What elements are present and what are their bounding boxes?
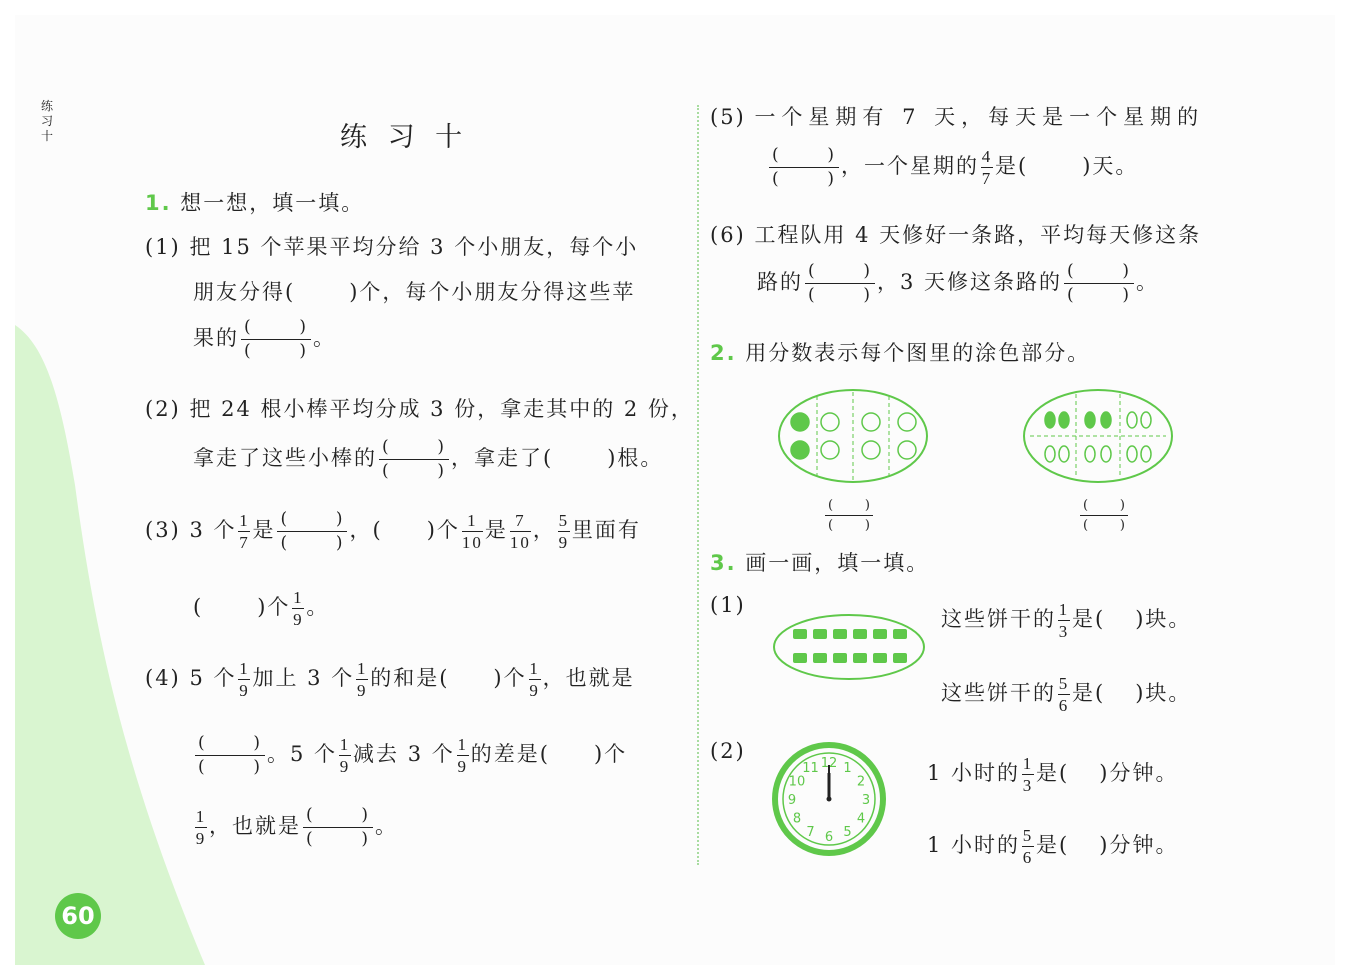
fraction-answer-blank[interactable]: ( ) ( ) [379,439,449,480]
q1-part4-line2: ( ) ( ) 。5 个 $\frac{1}{9}$ 减去 3 个 $\frac{1}{9}$ 的差是( )个 [193,735,627,776]
q1-part6-line2: 路的 ( ) ( ) ，3 天修这条路的 ( ) ( ) 。 [757,261,1160,305]
q3-part1-line2: 这些饼干的 $\frac{5}{6}$ 是( )块。 [941,674,1192,715]
q1-part5-line1: (5) 一个星期有 7 天，每天是一个星期的 [710,105,1205,129]
clock-numeral: 2 [856,774,866,790]
question-text: 想一想，填一填。 [180,191,365,215]
clock-numeral: 4 [856,811,866,827]
fraction-answer-blank[interactable]: ( ) ( ) [1064,263,1134,304]
q1-part1-line2: 朋友分得( )个，每个小朋友分得这些苹 [193,280,636,304]
q1-part3-line1: (3) 3 个 $\frac{1}{7}$ 是 ( ) ( ) ，( )个 $\frac{1}{10}$ 是 $\frac{7}{10}$ ， $\frac{5}{9}$ 里面有 [145,509,641,553]
fraction: $\frac{1}{10}$ [461,511,483,552]
clock-numeral: 6 [824,830,834,845]
fraction: $\frac{7}{10}$ [509,511,531,552]
fraction-answer-blank[interactable]: ( ) ( ) [805,263,875,304]
column-divider [697,105,699,865]
clock-numeral: 12 [820,756,838,771]
clock-numeral: 7 [806,825,815,841]
side-section-label: 练习十 [41,99,54,143]
fraction-answer-blank[interactable]: ( ) ( ) [303,807,373,848]
fraction-answer-blank[interactable]: ( ) ( ) [277,511,347,552]
clock-numeral: 10 [788,774,806,790]
q1-part1-line1: (1) 把 15 个苹果平均分给 3 个小朋友，每个小 [145,235,639,259]
q3-part1-line1: 这些饼干的 $\frac{1}{3}$ 是( )块。 [941,600,1192,641]
clock-numeral: 5 [843,825,852,841]
question-2-heading: 2. 用分数表示每个图里的涂色部分。 [710,341,1091,365]
gourds-oval-figure [1020,388,1180,488]
fraction-answer-blank[interactable]: ( ) ( ) [195,735,265,776]
q1-part3-line2: ( )个 $\frac{1}{9}$ 。 [193,588,330,629]
q3-part2-label: (2) [710,739,746,763]
clock-numeral: 1 [843,760,852,776]
clock-numeral: 3 [861,793,871,808]
clock-icon [769,739,889,859]
clock-numeral: 11 [802,760,819,776]
question-1-heading [145,187,364,217]
q1-part5-line2: ( ) ( ) ，一个星期的 $\frac{4}{7}$ 是( )天。 [767,147,1138,188]
fraction-answer-blank[interactable]: ( ) ( ) [241,319,311,360]
q1-part6-line1: (6) 工程队用 4 天修好一条路，平均每天修这条 [710,223,1202,247]
q1-part4-line3: $\frac{1}{9}$ ，也就是 ( ) ( ) 。 [195,805,398,849]
fraction-answer-blank[interactable]: ( ) ( ) [823,499,875,532]
fraction-answer-blank[interactable]: ( ) ( ) [769,147,839,188]
workbook-page [15,15,1335,965]
fraction: $\frac{5}{9}$ [558,511,570,552]
question-3-heading: 3. 画一画，填一填。 [710,551,930,575]
q3-part2-line1: 1 小时的 $\frac{1}{3}$ 是( )分钟。 [927,754,1179,795]
q1-part4-line1: (4) 5 个 $\frac{1}{9}$ 加上 3 个 $\frac{1}{9}$ 的和是( )个 $\frac{1}{9}$ ，也就是 [145,659,635,700]
page-title: 练 习 十 [340,122,469,153]
q1-part2-line2: 拿走了这些小棒的 ( ) ( ) ，拿走了( )根。 [193,437,664,481]
clock-numeral: 9 [787,793,797,808]
biscuits-oval-figure [771,613,927,681]
clock-numeral: 8 [792,811,802,827]
apples-oval-figure [775,388,935,488]
fraction: $\frac{1}{7}$ [239,511,250,552]
question-number: 1. [145,191,172,215]
fraction-answer-blank[interactable]: ( ) ( ) [1078,499,1130,532]
q3-part1-label: (1) [710,593,746,617]
q1-part2-line1: (2) 把 24 根小棒平均分成 3 份，拿走其中的 2 份， [145,397,694,421]
page-number-badge: 60 [55,893,101,939]
q1-part1-line3: 果的 ( ) ( ) 。 [193,317,336,361]
fraction: $\frac{1}{9}$ [293,588,304,629]
q3-part2-line2: 1 小时的 $\frac{5}{6}$ 是( )分钟。 [927,826,1179,867]
